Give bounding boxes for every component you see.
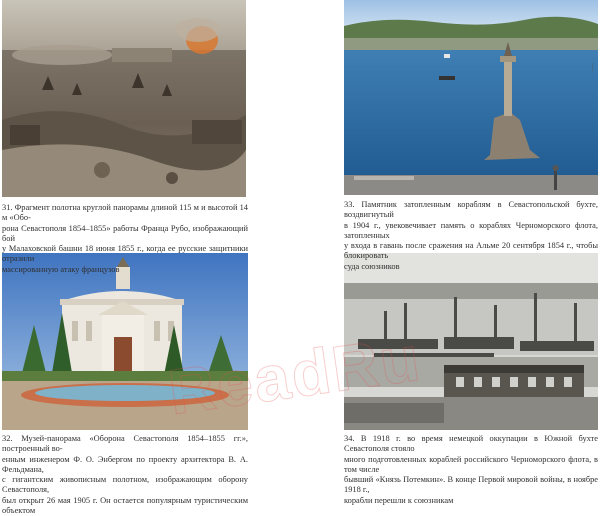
caption-33 bbox=[344, 200, 598, 272]
watermark-logo: ReadRu bbox=[164, 321, 426, 429]
caption-line: 31. Фрагмент полотна круглой панорамы длиной 115 м и высотой 14 м «Обо- bbox=[2, 203, 248, 223]
panorama-painting-image bbox=[2, 0, 246, 197]
caption-line: был открыт 26 мая 1905 г. Он остается популярным туристическим объектом bbox=[2, 495, 248, 516]
museum-building-image bbox=[2, 253, 248, 430]
caption-line: корабли перешли к союзникам bbox=[344, 495, 454, 505]
photo-panorama-fragment bbox=[2, 0, 246, 197]
page-edge-mark: | bbox=[592, 62, 594, 71]
caption-line: массированную атаку французов bbox=[2, 264, 120, 274]
monument-sea-image bbox=[344, 0, 598, 195]
photo-panorama-museum bbox=[2, 253, 248, 430]
caption-34 bbox=[344, 434, 598, 506]
caption-31 bbox=[2, 203, 248, 275]
caption-line: с гигантским живописным полотном, изображающим оборону Севастополя, bbox=[2, 475, 248, 495]
caption-line: в 1904 г., увековечивает память о кораблях Черноморского флота, затопленных bbox=[344, 220, 598, 240]
caption-line: рона Севастополя 1854–1855» работы Франца Рубо, изображающий бой bbox=[2, 223, 248, 243]
photo-sevastopol-bay-1918 bbox=[344, 253, 598, 430]
caption-line: много подготовленных кораблей российского Черноморского флота, в том числе bbox=[344, 454, 598, 474]
caption-line: у входа в гавань после сражения на Альме 20 сентября 1854 г., чтобы блокировать bbox=[344, 241, 598, 261]
bay-ships-image bbox=[344, 253, 598, 430]
photo-sunken-ships-monument bbox=[344, 0, 598, 195]
caption-32 bbox=[2, 434, 248, 516]
caption-line: енным инженером Ф. О. Энбергом по проекту архитектора В. А. Фельдмана, bbox=[2, 454, 248, 474]
caption-line: 32. Музей-панорама «Оборона Севастополя 1854–1855 гг.», построенный во- bbox=[2, 434, 248, 454]
caption-line: у Малаховской башни 18 июня 1855 г., когда ее русские защитники отразили bbox=[2, 244, 248, 264]
caption-line: 33. Памятник затопленным кораблям в Севастопольской бухте, воздвигнутый bbox=[344, 200, 598, 220]
caption-line: бывший «Князь Потемкин». В конце Первой мировой войны, в ноябре 1918 г., bbox=[344, 475, 598, 495]
caption-line: 34. В 1918 г. во время немецкой оккупации в Южной бухте Севастополя стояло bbox=[344, 434, 598, 454]
caption-line: суда союзников bbox=[344, 261, 400, 271]
